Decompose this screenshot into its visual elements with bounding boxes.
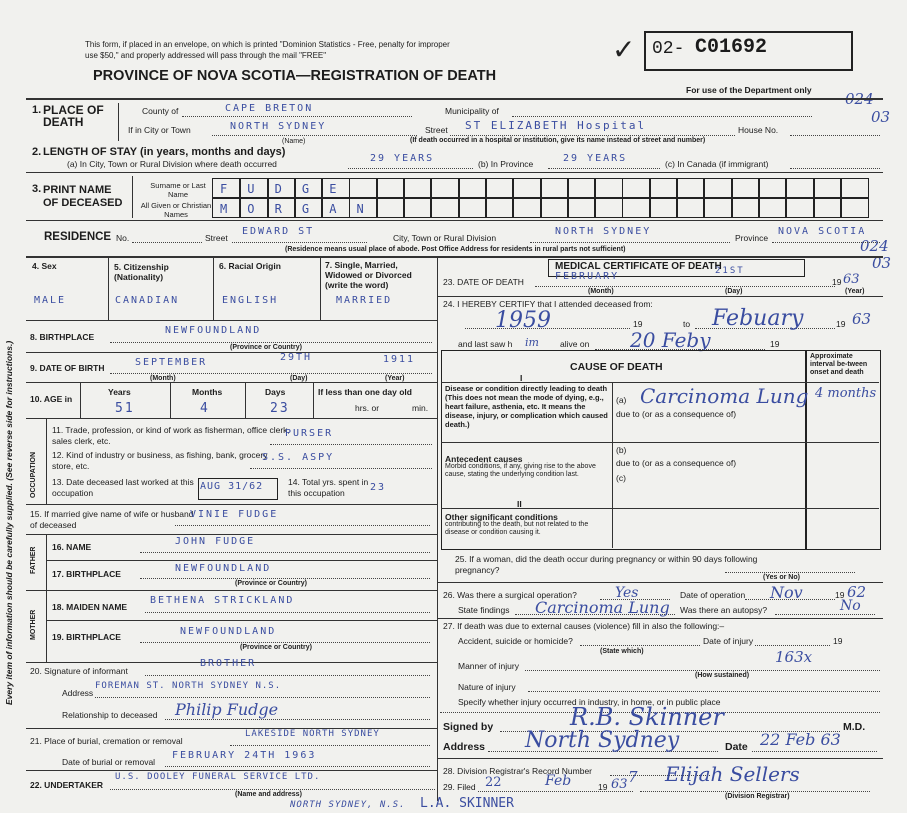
mother-side-label: MOTHER	[30, 609, 37, 640]
residence-street-value: EDWARD ST	[242, 226, 315, 237]
alive-on-label: alive on	[560, 339, 590, 349]
mother-birthplace-sub: (Province or Country)	[240, 644, 312, 651]
given-name-box	[622, 198, 651, 218]
side-instructions: Every item of information should be carefully supplied. (See reverse side for instructions.)	[4, 340, 14, 705]
marital-label: 7. Single, Married, Widowed or Divorced (write the word)	[325, 260, 412, 290]
md-label: M.D.	[843, 721, 866, 733]
undertaker-address: NORTH SYDNEY, N.S.	[290, 800, 406, 810]
given-name-box	[676, 198, 705, 218]
city-name-sub: (Name)	[282, 138, 306, 145]
given-name-letter: R	[274, 202, 284, 216]
findings-value: Carcinoma Lung	[535, 598, 670, 617]
section-2-num: 2.	[32, 146, 42, 158]
trade-label: 11. Trade, profession, or kind of work as fisherman, office clerk, sales clerk, etc.	[52, 425, 290, 446]
surname-box	[403, 178, 432, 198]
dept-code-1: 024	[845, 90, 874, 108]
dept-code-3: 024	[860, 237, 889, 255]
state-which-sub: (State which)	[600, 648, 644, 655]
specify-label: Specify whether injury occurred in industry, in home, or in public place	[458, 697, 721, 707]
attended-to-year: 63	[852, 310, 872, 328]
age-months-value: 4	[200, 401, 210, 416]
min-label: min.	[412, 403, 429, 413]
city-value: NORTH SYDNEY	[230, 121, 327, 132]
age-years-label: Years	[108, 387, 131, 397]
stay-c-label: (c) In Canada (if immigrant)	[665, 159, 769, 169]
alive-on-19: 19	[770, 339, 780, 349]
registrar-signature: Elijah Sellers	[665, 762, 800, 786]
dob-month-sub: (Month)	[150, 375, 176, 382]
certify-label: 24. I HEREBY CERTIFY that I attended deceased from:	[443, 299, 653, 309]
physician-date-value: 22 Feb 63	[760, 730, 841, 749]
surname-box	[349, 178, 378, 198]
section-3-num: 3.	[32, 183, 42, 195]
mother-birthplace-value: NEWFOUNDLAND	[180, 626, 277, 637]
death-day-sub: (Day)	[725, 288, 743, 295]
given-name-box	[239, 198, 268, 218]
relationship-label: Relationship to deceased	[62, 710, 158, 720]
cause-code: 163x	[775, 648, 813, 666]
given-name-letter: M	[220, 202, 230, 216]
undertaker-label: 22. UNDERTAKER	[30, 780, 104, 790]
alive-on-value: 20 Feby	[630, 328, 711, 352]
spouse-label: 15. If married give name of wife or husband of deceased	[30, 509, 194, 530]
registration-number: C01692	[695, 36, 768, 59]
surname-box	[294, 178, 323, 198]
given-name-box	[840, 198, 869, 218]
op-year-prefix: 19	[835, 590, 845, 600]
dob-label: 9. DATE OF BIRTH	[30, 363, 105, 373]
given-name-box	[267, 198, 296, 218]
antecedent-text: Morbid conditions, if any, giving rise to the above cause, stating the underlying condition last.	[445, 463, 596, 478]
given-name-box	[430, 198, 459, 218]
surname-box	[212, 178, 241, 198]
cause-a-label: (a)	[616, 395, 627, 405]
citizenship-label: 5. Citizenship (Nationality)	[114, 262, 169, 282]
dept-code-4: 03	[872, 254, 892, 272]
residence-note: (Residence means usual place of abode. Post Office Address for residents in rural parts not sufficient)	[285, 246, 626, 253]
hospital-note: (If death occurred in a hospital or institution, give its name instead of street and number)	[410, 137, 706, 144]
surname-letter: D	[274, 182, 284, 196]
industry-value: S.S. ASPY	[262, 452, 335, 463]
informant-address-value: FOREMAN ST. NORTH SYDNEY N.S.	[95, 681, 282, 691]
birthplace-sub: (Province or Country)	[230, 344, 302, 351]
relationship-value: Philip Fudge	[175, 700, 279, 719]
residence-label: RESIDENCE	[44, 231, 112, 243]
surname-box	[267, 178, 296, 198]
surname-box	[430, 178, 459, 198]
dob-year: 1911	[383, 354, 416, 365]
residence-province-label: Province	[735, 233, 769, 243]
cause-c-label: (c)	[616, 473, 626, 483]
given-name-box	[212, 198, 241, 218]
given-name-box	[813, 198, 842, 218]
given-name-box	[294, 198, 323, 218]
nature-label: Nature of injury	[458, 682, 516, 692]
death-year: 63	[843, 272, 860, 287]
section-ii-label: II	[517, 499, 522, 509]
hrs-label: hrs. or	[355, 403, 380, 413]
given-name-box	[321, 198, 350, 218]
disease-label: Disease or condition directly leading to death (This does not mean the mode of dying, e.g., heart failure, asthenia, etc. It means the disease, injury, or complication which caused death.)	[445, 384, 608, 429]
father-birthplace-label: 17. BIRTHPLACE	[52, 569, 121, 579]
due-to-2: due to (or as a consequence of)	[616, 458, 737, 468]
yes-no-sub: (Yes or No)	[763, 574, 800, 581]
city-label: If in City or Town	[128, 125, 191, 135]
filed-day: 22	[485, 775, 502, 790]
given-name-box	[649, 198, 678, 218]
occupation-side-label: OCCUPATION	[30, 451, 37, 498]
trade-value: PURSER	[285, 428, 334, 439]
last-saw-him: im	[525, 336, 539, 349]
filed-label: 29. Filed	[443, 782, 476, 792]
residence-street-label: Street	[205, 233, 228, 243]
informant-address-label: Address	[62, 688, 94, 698]
physician-signature: R.B. Skinner	[570, 703, 724, 731]
total-years-value: 23	[370, 482, 387, 493]
given-name-box	[458, 198, 487, 218]
cause-a-interval: 4 months	[815, 386, 877, 401]
age-months-label: Months	[192, 387, 223, 397]
less-than-day-label: If less than one day old	[318, 387, 412, 397]
print-name-label: PRINT NAME OF DECEASED	[43, 184, 123, 209]
registrar-number-label: 28. Division Registrar's Record Number	[443, 766, 593, 776]
registrar-number-value: 7	[628, 768, 638, 786]
surname-box	[676, 178, 705, 198]
physician-address-label: Address	[443, 741, 486, 753]
racial-origin-value: ENGLISH	[222, 295, 279, 306]
age-days-label: Days	[265, 387, 286, 397]
residence-province-value: NOVA SCOTIA	[778, 226, 867, 237]
sex-label: 4. Sex	[32, 261, 57, 271]
mother-maiden-value: BETHENA STRICKLAND	[150, 595, 295, 606]
other-conditions-label: Other significant conditions	[445, 512, 558, 522]
dept-code-2: 03	[871, 108, 891, 126]
how-sustained-sub: (How sustained)	[695, 672, 750, 679]
envelope-note-1: This form, if placed in an envelope, on which is printed "Dominion Statistics - Free, penalty for improper	[85, 40, 450, 49]
age-label: 10. AGE in	[30, 394, 73, 404]
given-name-letter: O	[247, 202, 257, 216]
external-label: 27. If death was due to external causes (violence) fill in also the following:–	[443, 621, 725, 631]
surname-box	[622, 178, 651, 198]
surname-letter: G	[301, 182, 312, 196]
mother-birthplace-label: 19. BIRTHPLACE	[52, 632, 121, 642]
findings-label: State findings	[458, 605, 510, 615]
stay-a-value: 29 YEARS	[370, 153, 435, 164]
marital-value: MARRIED	[336, 295, 393, 306]
surname-box	[376, 178, 405, 198]
given-name-letter: G	[301, 202, 312, 216]
medical-heading: MEDICAL CERTIFICATE OF DEATH	[555, 261, 722, 272]
surname-label: Surname or Last Name	[150, 181, 206, 199]
citizenship-value: CANADIAN	[115, 295, 180, 306]
municipality-label: Municipality of	[445, 106, 499, 116]
surname-box	[485, 178, 514, 198]
autopsy-value: No	[840, 598, 861, 614]
signed-by-label: Signed by	[443, 721, 494, 733]
registration-prefix: 02-	[652, 39, 685, 59]
death-year-prefix: 19	[832, 277, 842, 287]
section-i-label: I	[520, 373, 523, 383]
interval-heading: Approximate interval be-tween onset and death	[810, 353, 868, 376]
op-year: 62	[847, 583, 867, 601]
residence-city-value: NORTH SYDNEY	[555, 226, 652, 237]
age-days-value: 23	[270, 401, 290, 416]
cause-a-value: Carcinoma Lung	[640, 384, 809, 408]
surname-letter: F	[220, 182, 230, 196]
informant-label: 20. Signature of informant	[30, 666, 128, 676]
death-year-sub: (Year)	[845, 288, 865, 295]
spouse-value: VINIE FUDGE	[190, 509, 279, 520]
date-of-death-label: 23. DATE OF DEATH	[443, 277, 524, 287]
op-date-value: Nov	[770, 583, 803, 602]
antecedent-label: Antecedent causes	[445, 454, 523, 464]
death-month: FEBRUARY	[555, 271, 620, 282]
death-day: 21ST	[715, 266, 745, 276]
racial-origin-label: 6. Racial Origin	[219, 261, 281, 271]
surname-box	[649, 178, 678, 198]
physician-address-value: North Sydney	[525, 728, 680, 753]
death-month-sub: (Month)	[588, 288, 614, 295]
injury-date-label: Date of injury	[703, 636, 754, 646]
attended-to: Febuary	[712, 306, 804, 331]
surname-box	[840, 178, 869, 198]
burial-date-value: FEBRUARY 24TH 1963	[172, 750, 317, 761]
injury-19: 19	[833, 636, 843, 646]
informant-value: BROTHER	[200, 658, 257, 669]
surname-box	[239, 178, 268, 198]
to-label: to	[683, 319, 691, 329]
attended-from-19: 19	[633, 319, 643, 329]
last-worked-label: 13. Date deceased last worked at this occupation	[52, 477, 194, 498]
last-saw-label: and last saw h	[458, 339, 513, 349]
surname-letter: E	[329, 182, 339, 196]
surname-box	[813, 178, 842, 198]
cause-b-label: (b)	[616, 445, 627, 455]
op-date-label: Date of operation	[680, 590, 746, 600]
stay-b-value: 29 YEARS	[563, 153, 628, 164]
surgical-label: 26. Was there a surgical operation?	[443, 590, 577, 600]
given-name-box	[512, 198, 541, 218]
mother-maiden-label: 18. MAIDEN NAME	[52, 602, 128, 612]
check-mark: ✓	[612, 34, 636, 65]
last-worked-value: AUG 31/62	[200, 481, 264, 492]
father-side-label: FATHER	[30, 546, 37, 574]
form-title: PROVINCE OF NOVA SCOTIA—REGISTRATION OF DEATH	[93, 68, 497, 84]
father-birthplace-sub: (Province or Country)	[235, 580, 307, 587]
father-name-label: 16. NAME	[52, 542, 92, 552]
surname-box	[567, 178, 596, 198]
county-label: County of	[142, 106, 179, 116]
given-name-letter: A	[329, 202, 339, 216]
surname-box	[321, 178, 350, 198]
surname-box	[540, 178, 569, 198]
total-years-label: 14. Total yrs. spent in this occupation	[288, 477, 369, 498]
birthplace-label: 8. BIRTHPLACE	[30, 332, 95, 342]
place-of-death-label: PLACE OF DEATH	[43, 103, 104, 129]
given-name-box	[349, 198, 378, 218]
surname-box	[785, 178, 814, 198]
county-value: CAPE BRETON	[225, 103, 314, 114]
filed-month: Feb	[545, 773, 572, 789]
industry-label: 12. Kind of industry or business, as fishing, bank, grocery store, etc.	[52, 450, 268, 471]
given-name-letter: N	[356, 202, 366, 216]
physician-date-label: Date	[725, 741, 748, 753]
filed-19: 19	[598, 782, 608, 792]
envelope-note-2: use $50," and properly addressed will pass through the mail "FREE"	[85, 51, 327, 60]
given-name-box	[567, 198, 596, 218]
given-names-label: All Given or Christian Names	[140, 201, 212, 219]
attended-from: 1959	[495, 308, 551, 333]
given-name-box	[785, 198, 814, 218]
surname-box	[731, 178, 760, 198]
manner-label: Manner of injury	[458, 661, 519, 671]
dob-day-sub: (Day)	[290, 375, 308, 382]
filed-year: 63	[611, 777, 628, 792]
section-1-num: 1.	[32, 104, 42, 116]
length-of-stay-label: LENGTH OF STAY (in years, months and days)	[43, 146, 286, 158]
birthplace-value: NEWFOUNDLAND	[165, 325, 262, 336]
surname-box	[758, 178, 787, 198]
autopsy-label: Was there an autopsy?	[680, 605, 768, 615]
father-birthplace-value: NEWFOUNDLAND	[175, 563, 272, 574]
given-name-box	[758, 198, 787, 218]
given-name-box	[703, 198, 732, 218]
surgical-value: Yes	[615, 585, 639, 601]
given-name-box	[376, 198, 405, 218]
surname-box	[512, 178, 541, 198]
accident-label: Accident, suicide or homicide?	[458, 636, 573, 646]
given-name-box	[594, 198, 623, 218]
dob-day: 29TH	[280, 352, 313, 363]
stay-a-label: (a) In City, Town or Rural Division where death occurred	[67, 159, 277, 169]
sex-value: MALE	[34, 295, 67, 306]
surname-letter: U	[247, 182, 257, 196]
father-name-value: JOHN FUDGE	[175, 536, 256, 547]
pregnancy-label: 25. If a woman, did the death occur during pregnancy or within 90 days following pregnancy?	[455, 554, 758, 575]
burial-date-label: Date of burial or removal	[62, 757, 156, 767]
undertaker-sub: (Name and address)	[235, 791, 302, 798]
given-name-box	[731, 198, 760, 218]
street-value: ST ELIZABETH Hospital	[465, 119, 647, 132]
given-name-box	[540, 198, 569, 218]
dob-month: SEPTEMBER	[135, 357, 208, 368]
other-conditions-text: contributing to the death, but not related to the disease or condition causing it.	[445, 521, 589, 536]
department-use-label: For use of the Department only	[686, 85, 812, 95]
registrar-sub: (Division Registrar)	[725, 793, 790, 800]
given-name-box	[403, 198, 432, 218]
house-label: House No.	[738, 125, 779, 135]
cause-heading: CAUSE OF DEATH	[570, 361, 663, 373]
dob-year-sub: (Year)	[385, 375, 405, 382]
burial-value: LAKESIDE NORTH SYDNEY	[245, 729, 380, 739]
undertaker-value: U.S. DOOLEY FUNERAL SERVICE LTD.	[115, 772, 321, 782]
residence-city-label: City, Town or Rural Division	[393, 233, 497, 243]
surname-box	[594, 178, 623, 198]
attended-to-19: 19	[836, 319, 846, 329]
due-to-1: due to (or as a consequence of)	[616, 409, 737, 419]
given-name-box	[485, 198, 514, 218]
street-label: Street	[425, 125, 448, 135]
stay-b-label: (b) In Province	[478, 159, 534, 169]
burial-label: 21. Place of burial, cremation or removal	[30, 736, 183, 746]
surname-box	[703, 178, 732, 198]
age-years-value: 51	[115, 401, 135, 416]
residence-no-label: No.	[116, 233, 130, 243]
surname-box	[458, 178, 487, 198]
undertaker-signature: L.A. SKINNER	[420, 796, 514, 811]
